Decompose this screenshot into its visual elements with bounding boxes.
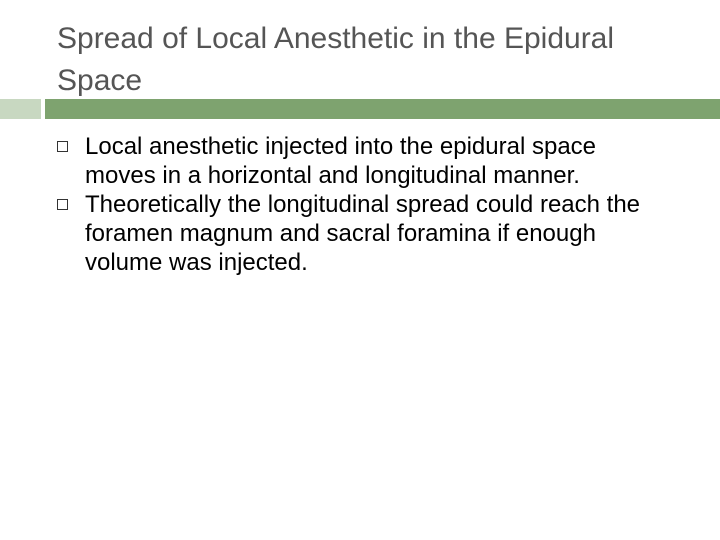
slide-title: Spread of Local Anesthetic in the Epidural Space [57, 22, 615, 97]
title-rule [45, 99, 720, 119]
bullet-text: Local anesthetic injected into the epidural space moves in a horizontal and longitudinal manner. [85, 133, 597, 189]
bullet-list [57, 132, 657, 277]
bullet-item [57, 132, 657, 190]
bullet-item [57, 190, 657, 277]
hollow-square-bullet-icon [57, 141, 68, 152]
hollow-square-bullet-icon [57, 199, 68, 210]
bullet-text: Theoretically the longitudinal spread could reach the foramen magnum and sacral foramina if enough volume was injected. [85, 191, 641, 276]
title-rule-left-accent [0, 99, 41, 119]
